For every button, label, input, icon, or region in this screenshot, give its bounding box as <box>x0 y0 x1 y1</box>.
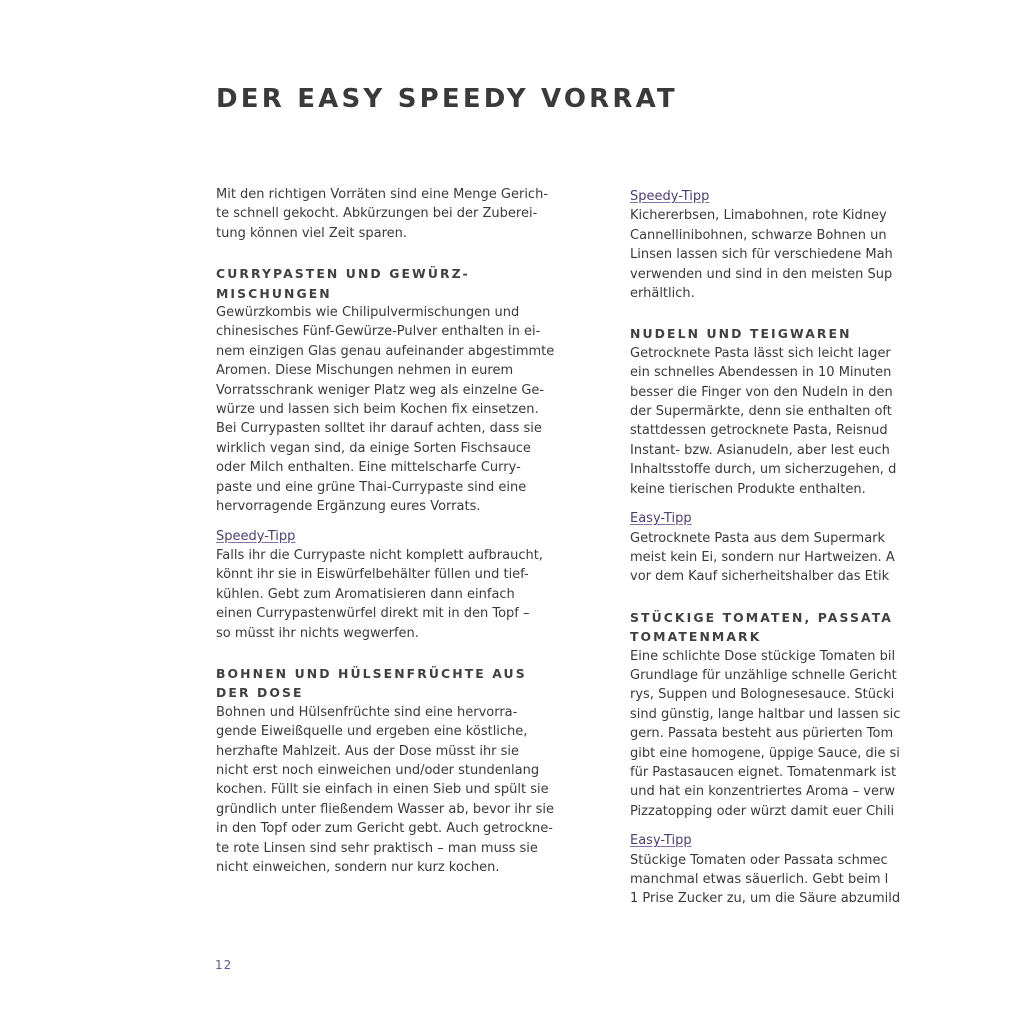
text-line: einen Currypastenwürfel direkt mit in den Topf – <box>216 606 530 622</box>
easy-tipp-nudeln <box>630 507 922 587</box>
section-body-currypasten <box>216 303 596 516</box>
speedy-tipp-currypasten <box>216 525 596 643</box>
heading-line: DER DOSE <box>216 685 304 701</box>
text-line: gende Eiweißquelle und ergeben eine köstliche, <box>216 724 528 740</box>
right-column <box>630 185 922 909</box>
text-line: Cannellinibohnen, schwarze Bohnen un <box>630 227 887 243</box>
text-line: Inhaltsstoffe durch, um sicherzugehen, d <box>630 462 897 478</box>
heading-line: BOHNEN UND HÜLSENFRÜCHTE AUS <box>216 665 527 681</box>
easy-tipp-tomaten <box>630 829 922 909</box>
heading-line: STÜCKIGE TOMATEN, PASSATA <box>630 609 893 625</box>
text-line: Mit den richtigen Vorräten sind eine Menge Gerich- <box>216 187 549 202</box>
speedy-tipp-bohnen <box>630 185 922 303</box>
tipp-label: Easy-Tipp <box>630 833 692 849</box>
text-line: Bei Currypasten solltet ihr darauf achten, dass sie <box>216 421 542 437</box>
left-column <box>216 185 596 877</box>
text-line: herzhafte Mahlzeit. Aus der Dose müsst ihr sie <box>216 743 520 759</box>
section-body-tomaten <box>630 647 922 822</box>
text-line: gibt eine homogene, üppige Sauce, die si <box>630 745 900 761</box>
text-line: Vorratsschrank weniger Platz weg als einzelne Ge- <box>216 382 545 398</box>
text-line: Stückige Tomaten oder Passata schmec <box>630 852 888 868</box>
intro-paragraph <box>216 185 596 243</box>
tipp-label: Speedy-Tipp <box>216 528 296 544</box>
text-line: kochen. Füllt sie einfach in einen Sieb und spült sie <box>216 782 549 798</box>
text-line: könnt ihr sie in Eiswürfelbehälter füllen und tief- <box>216 567 529 583</box>
text-line: ein schnelles Abendessen in 10 Minuten <box>630 365 892 381</box>
text-line: der Supermärkte, denn sie enthalten oft <box>630 404 892 420</box>
text-line: keine tierischen Produkte enthalten. <box>630 481 866 497</box>
text-line: erhältlich. <box>630 286 695 302</box>
text-line: in den Topf oder zum Gericht gebt. Auch getrockne- <box>216 821 553 837</box>
text-line: wirklich vegan sind, da einige Sorten Fischsauce <box>216 440 531 456</box>
text-line: stattdessen getrocknete Pasta, Reisnud <box>630 423 888 439</box>
text-line: Getrocknete Pasta aus dem Supermark <box>630 530 886 546</box>
heading-line: TOMATENMARK <box>630 629 762 645</box>
text-line: 1 Prise Zucker zu, um die Säure abzumild <box>630 891 901 907</box>
heading-line: MISCHUNGEN <box>216 285 332 301</box>
text-line: manchmal etwas säuerlich. Gebt beim l <box>630 872 889 887</box>
text-line: nem einzigen Glas genau aufeinander abgestimmte <box>216 343 555 359</box>
text-line: so müsst ihr nichts wegwerfen. <box>216 625 419 641</box>
heading-line: NUDELN UND TEIGWAREN <box>630 326 852 342</box>
text-line: chinesisches Fünf-Gewürze-Pulver enthalten in ei- <box>216 324 541 340</box>
text-line: Falls ihr die Currypaste nicht komplett aufbraucht, <box>216 547 543 563</box>
text-line: gern. Passata besteht aus pürierten Tom <box>630 726 894 742</box>
page-title: DER EASY SPEEDY VORRAT <box>216 84 678 114</box>
text-line: Bohnen und Hülsenfrüchte sind eine hervorra- <box>216 704 518 720</box>
heading-line: CURRYPASTEN UND GEWÜRZ- <box>216 266 470 282</box>
text-line: verwenden und sind in den meisten Sup <box>630 266 893 282</box>
text-line: sind günstig, lange haltbar und lassen sic <box>630 706 901 722</box>
text-line: Pizzatopping oder würzt damit euer Chili <box>630 803 895 819</box>
text-line: Aromen. Diese Mischungen nehmen in eurem <box>216 363 514 379</box>
text-line: nicht einweichen, sondern nur kurz kochen. <box>216 860 500 875</box>
section-body-bohnen <box>216 703 596 878</box>
text-line: tung können viel Zeit sparen. <box>216 225 408 241</box>
text-line: gründlich unter fließendem Wasser ab, bevor ihr sie <box>216 801 554 817</box>
text-line: hervorragende Ergänzung eures Vorrats. <box>216 499 481 515</box>
text-line: Instant- bzw. Asianudeln, aber lest euch <box>630 442 890 458</box>
section-heading-nudeln <box>630 324 922 343</box>
text-line: Eine schlichte Dose stückige Tomaten bil <box>630 648 896 664</box>
tipp-label: Speedy-Tipp <box>630 189 710 204</box>
section-heading-currypasten <box>216 264 596 303</box>
text-line: würze und lassen sich beim Kochen fix einsetzen. <box>216 402 539 418</box>
section-heading-tomaten <box>630 608 922 647</box>
text-line: kühlen. Gebt zum Aromatisieren dann einfach <box>216 586 515 602</box>
text-line: Linsen lassen sich für verschiedene Mah <box>630 247 893 263</box>
text-line: für Pastasaucen eignet. Tomatenmark ist <box>630 764 897 780</box>
section-body-nudeln <box>630 344 922 499</box>
text-line: Grundlage für unzählige schnelle Gericht <box>630 667 897 683</box>
text-line: Kichererbsen, Limabohnen, rote Kidney <box>630 208 887 224</box>
text-line: Gewürzkombis wie Chilipulvermischungen und <box>216 305 520 321</box>
page-number: 12 <box>215 958 233 972</box>
text-line: und hat ein konzentriertes Aroma – verw <box>630 784 895 800</box>
text-line: besser die Finger von den Nudeln in den <box>630 384 893 400</box>
text-line: nicht erst noch einweichen und/oder stundenlang <box>216 762 540 778</box>
text-line: Getrocknete Pasta lässt sich leicht lager <box>630 345 891 361</box>
text-line: te rote Linsen sind sehr praktisch – man muss sie <box>216 840 538 856</box>
text-line: rys, Suppen und Bolognesesauce. Stücki <box>630 687 895 703</box>
text-line: paste und eine grüne Thai-Currypaste sind eine <box>216 479 527 495</box>
text-line: vor dem Kauf sicherheitshalber das Etik <box>630 569 890 585</box>
text-line: meist kein Ei, sondern nur Hartweizen. A <box>630 549 895 565</box>
section-heading-bohnen <box>216 664 596 703</box>
text-line: te schnell gekocht. Abkürzungen bei der Zuberei- <box>216 206 538 222</box>
tipp-label: Easy-Tipp <box>630 511 692 527</box>
text-line: oder Milch enthalten. Eine mittelscharfe Curry- <box>216 460 521 476</box>
